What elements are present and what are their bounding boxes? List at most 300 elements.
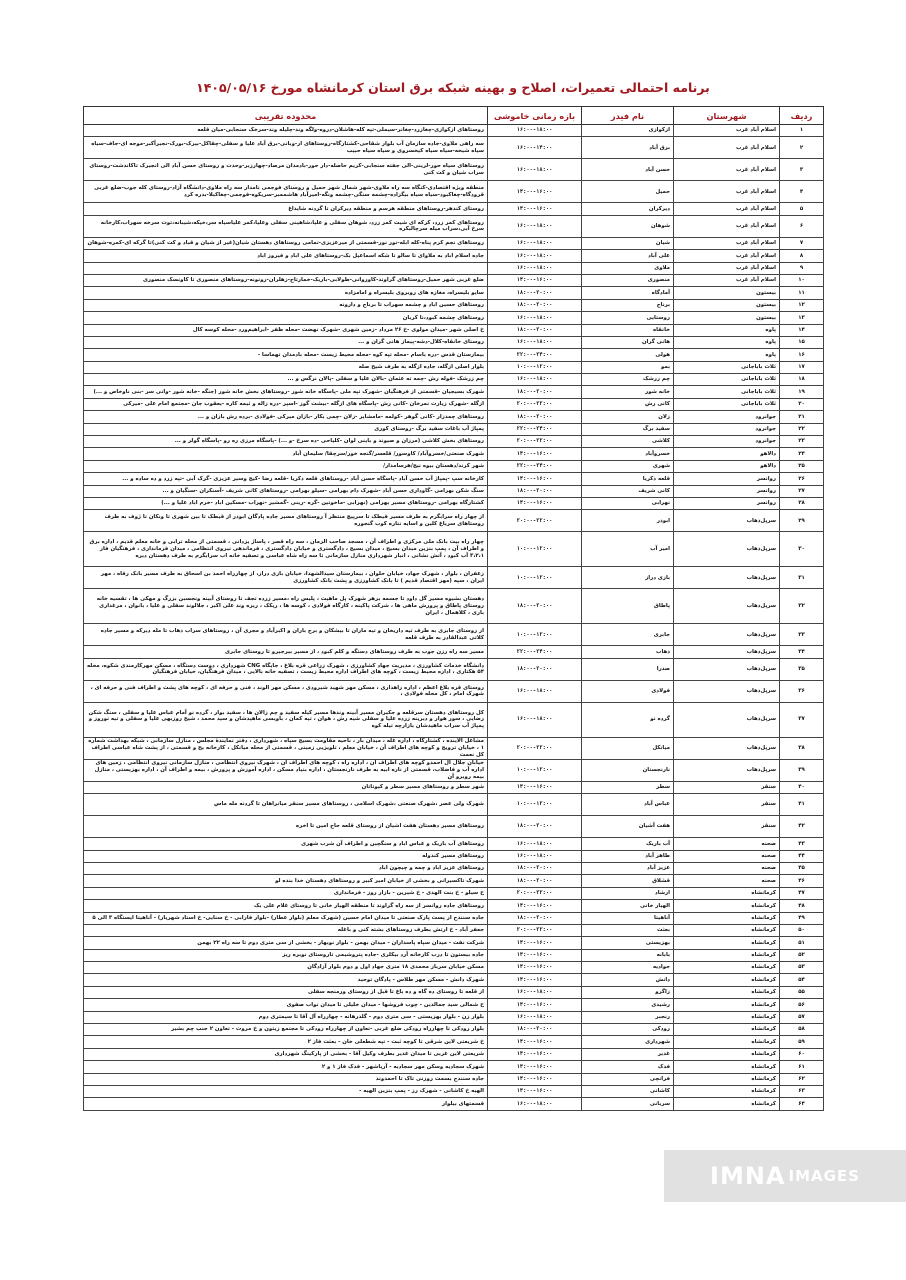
row-time-window: ۲۲:۰۰-۲۴:۰۰ <box>488 646 582 658</box>
table-row <box>84 411 824 423</box>
row-index: ۶ <box>780 215 824 237</box>
row-time-window: ۱۴:۰۰-۱۶:۰۰ <box>488 1061 582 1073</box>
table-row <box>84 237 824 249</box>
row-area: سایو بلیسراه، مغازه های روبروی بلیسراه و امامزاده <box>84 287 488 299</box>
row-area: شهرک دانش - مسکن مهر طلاس - پادگان توحید <box>84 974 488 986</box>
row-area: مسیر سه راه رزن جوب به طرف روستاهای دستگه و کلم کبود ، از مسیر بیرجیرو تا روستای جابری <box>84 646 488 658</box>
row-feeder: شهرداری <box>582 1036 674 1048</box>
row-time-window: ۱۸:۰۰-۲۰:۰۰ <box>488 411 582 423</box>
table-row <box>84 974 824 986</box>
table-row <box>84 937 824 949</box>
row-feeder: امیر آب <box>582 532 674 567</box>
row-time-window: ۱۴:۰۰-۱۶:۰۰ <box>488 1073 582 1085</box>
row-area: روستاهای آب باریک و عباس اباد و سنگچین و اطراف آن شرب شهری <box>84 838 488 850</box>
row-city: کرمانشاه <box>674 1085 780 1097</box>
table-row <box>84 999 824 1011</box>
row-city: ثلاث باباجانی <box>674 398 780 410</box>
row-time-window: ۱۶:۰۰-۱۸:۰۰ <box>488 215 582 237</box>
row-area: خ شمالی سید جمالدین - چوب فروشها - میدان خلیلی تا میدان نواب صفوی <box>84 999 488 1011</box>
row-city: صحنه <box>674 850 780 862</box>
table-row <box>84 510 824 532</box>
row-area: روستاهای مسیر کندوله <box>84 850 488 862</box>
row-index: ۲۳ <box>780 436 824 448</box>
row-city: اسلام آباد غرب <box>674 250 780 262</box>
row-area: جعفر آباد - خ ارتش بطرف روستاهای بشته کنی و باغله <box>84 924 488 936</box>
row-city: کرمانشاه <box>674 887 780 899</box>
row-area: ضلع غربی شهر حمیل-روستاهای گراوند-کاوروانی-طولابی-باریک-خمارتاج-زهلران-رونونه-روستاهای منصوری تا کاونسک منصوری <box>84 274 488 286</box>
row-feeder: سطر <box>582 781 674 793</box>
row-time-window: ۱۶:۰۰-۱۸:۰۰ <box>488 702 582 737</box>
row-index: ۱۳ <box>780 312 824 324</box>
table-row <box>84 1073 824 1085</box>
row-feeder: نهرابی <box>582 497 674 509</box>
row-time-window: ۱۶:۰۰-۱۸:۰۰ <box>488 312 582 324</box>
row-feeder: ابوذر <box>582 510 674 532</box>
row-index: ۱۲ <box>780 299 824 311</box>
table-row <box>84 1011 824 1023</box>
row-city: پاوه <box>674 336 780 348</box>
table-row <box>84 215 824 237</box>
row-time-window: ۱۴:۰۰-۱۶:۰۰ <box>488 274 582 286</box>
table-row <box>84 436 824 448</box>
row-index: ۳۸ <box>780 737 824 759</box>
row-area: خ شریعتی لاین شرقی تا کوچه ثبت - تپه شطعلی خان - بعثت فاز ۲ <box>84 1036 488 1048</box>
row-area: روستاهای ازکوازی-چغازرد-چغانر-سیملی-تپه کله-هاشلان-دروه-ولگه وند-چلیله وند-سرخک سنجابی-میان قلعه <box>84 125 488 137</box>
table-row <box>84 900 824 912</box>
row-time-window: ۱۶:۰۰-۱۸:۰۰ <box>488 1098 582 1110</box>
table-row <box>84 986 824 998</box>
row-city: ثلاث باباجانی <box>674 361 780 373</box>
table-row <box>84 1024 824 1036</box>
row-area: شهرک بسیجیان -قسمتی از فرهنگیان -شهرک تپه ملی -پاسگاه خانه شور -روستاهای بخش خانه شور (جنگه -خانه شور -وانی سر -بنی ناوخاص و ...) <box>84 386 488 398</box>
row-city: پاوه <box>674 349 780 361</box>
row-area: سنگ شکن بهرامی -گاوداری حسن آباد -شهرک دام بهرامی -سیلو بهرامی -روستاهای کانی شریف -آسنکران -سنگیان و ... <box>84 485 488 497</box>
row-index: ۴۶ <box>780 875 824 887</box>
row-city: سرپل‌ذهاب <box>674 646 780 658</box>
row-time-window: ۱۶:۰۰-۱۸:۰۰ <box>488 1011 582 1023</box>
row-city: سرپل‌ذهاب <box>674 759 780 781</box>
row-feeder: عزیز آباد <box>582 862 674 874</box>
row-time-window: ۱۴:۰۰-۱۶:۰۰ <box>488 181 582 203</box>
row-area: بلوار رودکی تا چهارراه رودکی ضلع غربی -تعاون از چهارراه رودکی تا مجتمع زیتون و خ مروت - تعاون ۲ جنب چم بشیر <box>84 1024 488 1036</box>
row-feeder: خسروآباد <box>582 448 674 460</box>
table-row <box>84 485 824 497</box>
row-area: جاده اسلام اباد به ملاوای تا سالو تا شکه اسماعیل بک-روستاهای علی اباد و فیروز اباد <box>84 250 488 262</box>
row-feeder: بعثت <box>582 924 674 936</box>
row-time-window: ۱۶:۰۰-۱۴:۰۰ <box>488 137 582 159</box>
header-city: شهرستان <box>674 107 780 125</box>
row-index: ۵۷ <box>780 1011 824 1023</box>
row-area: چم زرشک -فوله رش -چمه ته عثمان -بالان علیا و سفلی -پالان نرگس و ... <box>84 374 488 386</box>
row-time-window: ۱۴:۰۰-۱۶:۰۰ <box>488 448 582 460</box>
row-index: ۶۲ <box>780 1073 824 1085</box>
row-city: اسلام آباد غرب <box>674 262 780 274</box>
row-feeder: رودکی <box>582 1024 674 1036</box>
table-row <box>84 460 824 472</box>
row-index: ۴۳ <box>780 838 824 850</box>
row-city: کرمانشاه <box>674 962 780 974</box>
row-city: کرمانشاه <box>674 1048 780 1060</box>
row-feeder: بمو <box>582 361 674 373</box>
table-row <box>84 1061 824 1073</box>
row-area: روستاهای نجم کرم پناه-کله ابله-نور نور-قسمتی از میرعزیزی-تمامی روستاهای دهستان شیان(غیر از شیان و قباد و کت کنی)تا گرکه ای-کمره-شوهان <box>84 237 488 249</box>
row-area: بیمارستان قدس -دره باسام -محله تپه کوه -محله محیط زیست -محله بادمدان تهماسا - <box>84 349 488 361</box>
row-city: اسلام آباد غرب <box>674 237 780 249</box>
row-index: ۶۰ <box>780 1048 824 1060</box>
row-time-window: ۱۴:۰۰-۱۶:۰۰ <box>488 781 582 793</box>
row-feeder: صدرا <box>582 658 674 680</box>
table-row <box>84 737 824 759</box>
table-row <box>84 473 824 485</box>
row-index: ۵ <box>780 203 824 215</box>
row-time-window: ۱۰:۰۰-۱۲:۰۰ <box>488 794 582 816</box>
row-index: ۹ <box>780 262 824 274</box>
row-city: سرپل‌ذهاب <box>674 658 780 680</box>
row-index: ۱۵ <box>780 336 824 348</box>
row-area: روستاهای بخش کلاشی (مرزان و صیوند و باینی لوان -کلیاحی -ده سرخ -و ...) -پاسگاه مرزی ره رو -پاسگاه گولر و ... <box>84 436 488 448</box>
row-area: جاده سنندج از پست پارک صنعتی تا میدان امام حسین (شهرک معلم (بلوار عطار) -بلوار فارابی - خ سنایی- خ استاد شهریار) - آناهیتا ایستگاه ۳ الی ۵ <box>84 912 488 924</box>
row-time-window: ۱۶:۰۰-۱۸:۰۰ <box>488 850 582 862</box>
row-feeder: چم زرشک <box>582 374 674 386</box>
table-row <box>84 250 824 262</box>
row-area: جاده سنندج بسمت روزنی تاک تا احمدوند <box>84 1073 488 1085</box>
row-feeder: خانه شور <box>582 386 674 398</box>
table-row <box>84 203 824 215</box>
row-area: دهستان بشیوه مسیر گل داود تا جسمه برهر شهرک پل ماهیت ، پلیس راه ،مسیر زرده تجف تا روستای آبینه ونجسبن بزرگ و مهکی ها ، تقسیه خانه روستای پاطاق و پرورش ماهی ها ، شرکت پاکینه ، کارگاه فولادی ، کوسه ها ، ریکک ، ریزه وند علی اکبر ، جلالوند سفلی و علیا ، بانوان ، مرغداری باری ، کلاهمال ، ایران <box>84 589 488 624</box>
header-area: محدوده تقریبی <box>84 107 488 125</box>
row-time-window: ۱۴:۰۰-۱۶:۰۰ <box>488 937 582 949</box>
row-feeder: کانی شریف <box>582 485 674 497</box>
row-time-window: ۱۴:۰۰-۱۶:۰۰ <box>488 203 582 215</box>
row-time-window: ۱۸:۰۰-۲۰:۰۰ <box>488 485 582 497</box>
row-area: روستاهای حسین اباد و چشمه سهراب تا برناج و دارونه <box>84 299 488 311</box>
row-area: چهار راه بیت بانک ملی مرکزی و اطراف آن ، مسجد صاحب الزمان ، سه راه قصر ، پاساژ یزدانی ، قسمتی از محله ترابی و خانه معلم قدیم ، اداره برق و اطراف آن ، پمپ بنزین میدان بسیج ، میدان بسیج ، دادگستری و خیابان دادگستری ، فرماندهی نیروی انتظامی ، میدان فرمانداری ، فرهنگیان فاز ۳،۲،۱ آب کبود ، آتش نشانی ، انبار شهرداری منازل سازمانی تا سه راه شاه عباسی و تصفیه خانه اب سرابگرم به طرف دهستان دیره <box>84 532 488 567</box>
table-row <box>84 794 824 816</box>
row-time-window: ۲۰:۰۰-۲۲:۰۰ <box>488 887 582 899</box>
row-index: ۳۰ <box>780 532 824 567</box>
table-row <box>84 680 824 702</box>
row-index: ۸ <box>780 250 824 262</box>
row-index: ۵۲ <box>780 949 824 961</box>
row-feeder: جوادیه <box>582 962 674 974</box>
table-row <box>84 646 824 658</box>
row-area: خ سیلو - خ بنت الهدی - خ شیرین - بازار روز - فرمانداری <box>84 887 488 899</box>
table-row <box>84 838 824 850</box>
table-row <box>84 274 824 286</box>
row-feeder: آمادگاه <box>582 287 674 299</box>
row-city: کرمانشاه <box>674 986 780 998</box>
row-city: سرپل‌ذهاب <box>674 680 780 702</box>
table-row <box>84 912 824 924</box>
row-city: دالاهو <box>674 460 780 472</box>
row-city: پاوه <box>674 324 780 336</box>
table-row <box>84 702 824 737</box>
row-feeder: شیان <box>582 237 674 249</box>
table-row <box>84 850 824 862</box>
row-city: روانسر <box>674 485 780 497</box>
row-city: اسلام آباد غرب <box>674 215 780 237</box>
row-area: روستای کندهر-روستاهای منطقه هرسم و منطقه دیرکران تا گردنه شایداغ <box>84 203 488 215</box>
row-time-window: ۲۲:۰۰-۲۴:۰۰ <box>488 460 582 472</box>
row-city: کرمانشاه <box>674 1011 780 1023</box>
row-index: ۲۰ <box>780 398 824 410</box>
row-city: ثلاث باباجانی <box>674 374 780 386</box>
table-row <box>84 448 824 460</box>
row-index: ۲ <box>780 137 824 159</box>
row-index: ۵۹ <box>780 1036 824 1048</box>
row-city: سرپل‌ذهاب <box>674 737 780 759</box>
table-row <box>84 532 824 567</box>
table-row <box>84 181 824 203</box>
row-feeder: ازکوازی <box>582 125 674 137</box>
row-time-window: ۱۸:۰۰-۲۰:۰۰ <box>488 1024 582 1036</box>
row-feeder: خانقاه <box>582 324 674 336</box>
row-area: شهرک صنعتی/خسروآباد/ کاوسور/ قلعسر/گنجه خور/سرچقا/ سلیمان آباد <box>84 448 488 460</box>
row-feeder: بهزیستی <box>582 937 674 949</box>
row-feeder: کلاشی <box>582 436 674 448</box>
table-row <box>84 324 824 336</box>
row-index: ۵۴ <box>780 974 824 986</box>
table-row <box>84 336 824 348</box>
table-row <box>84 386 824 398</box>
row-area: قسمتهای بیلوار <box>84 1098 488 1110</box>
row-feeder: دانش <box>582 974 674 986</box>
row-city: بیستون <box>674 312 780 324</box>
table-row <box>84 299 824 311</box>
table-row <box>84 875 824 887</box>
row-city: کرمانشاه <box>674 924 780 936</box>
row-time-window: ۱۴:۰۰-۱۶:۰۰ <box>488 974 582 986</box>
row-feeder: رشیدی <box>582 999 674 1011</box>
row-city: روانسر <box>674 473 780 485</box>
row-index: ۳۱ <box>780 567 824 589</box>
row-time-window: ۱۰:۰۰-۱۲:۰۰ <box>488 567 582 589</box>
row-area: کارخانه سپ -پمپاژ آب حسن آباد -پاسگاه حسن آباد -روستاهای قلعه ذکریا -قلعه رضا -کیج وسیر عزیزی -گرک آبی -تپه زرد و ده ساده و ... <box>84 473 488 485</box>
row-time-window: ۱۸:۰۰-۲۰:۰۰ <box>488 658 582 680</box>
row-index: ۳۷ <box>780 702 824 737</box>
row-time-window: ۱۶:۰۰-۱۸:۰۰ <box>488 250 582 262</box>
row-feeder: ارشاد <box>582 887 674 899</box>
header-idx: ردیف <box>780 107 824 125</box>
row-index: ۴۹ <box>780 912 824 924</box>
row-index: ۶۳ <box>780 1085 824 1097</box>
row-city: سرپل‌ذهاب <box>674 624 780 646</box>
row-time-window: ۱۸:۰۰-۲۰:۰۰ <box>488 287 582 299</box>
row-city: کرمانشاه <box>674 1098 780 1110</box>
table-row <box>84 361 824 373</box>
row-time-window: ۱۰:۰۰-۱۲:۰۰ <box>488 624 582 646</box>
table-row <box>84 781 824 793</box>
row-feeder: غدیر <box>582 1048 674 1060</box>
row-index: ۴۲ <box>780 816 824 838</box>
row-time-window: ۱۸:۰۰-۲۰:۰۰ <box>488 299 582 311</box>
row-feeder: سربانی <box>582 1098 674 1110</box>
row-area: روستاهای مسیر دهستان هفت اشیان از روستای قلعه حاج امین تا اخره <box>84 816 488 838</box>
watermark-logo: IMNA <box>710 1162 786 1190</box>
row-city: صحنه <box>674 862 780 874</box>
row-area: شهرک ولی عصر ،شهرک صنعتی ،شهرک اسلامی ، روستاهای مسیر سنقر میانراهان تا گردنه مله ماس <box>84 794 488 816</box>
row-feeder: هفت آشیان <box>582 816 674 838</box>
row-time-window: ۱۸:۰۰-۲۰:۰۰ <box>488 324 582 336</box>
row-time-window: ۱۴:۰۰-۱۶:۰۰ <box>488 949 582 961</box>
table-row <box>84 949 824 961</box>
row-city: روانسر <box>674 497 780 509</box>
row-feeder: دیرکران <box>582 203 674 215</box>
row-city: سنقر <box>674 781 780 793</box>
row-feeder: منصوری <box>582 274 674 286</box>
row-feeder: کاشانی <box>582 1085 674 1097</box>
row-area: روستای خانقاه-کلال-دشه-پیماز هانی گران و ... <box>84 336 488 348</box>
row-area: شریعتی لاین غربی تا میدان غدیر بطرف وکیل آقا - بخشی از پارکینگ شهرداری <box>84 1048 488 1060</box>
row-area: دانشگاه خدمات کشاورزی ، مدیریت جهاد کشاورزی ، شهرک زراعی قره بلاغ ، جایگاه CNG شهرداری ، دوست دستگاه ، مسکن مهرکارمندی شکوه، محله ۵۴ هکتاری ، اداره محیط زیست ، کوچه های اطراف اداره محیط زیست ، تصفیه خانه بالایی ، میدان فرهنگیان، خیابان فرهنگیان <box>84 658 488 680</box>
row-area: روستاهای جاده روانسر از سه راه گراوند تا منطقه الهیار خانی تا روستای غلام علی بک <box>84 900 488 912</box>
row-index: ۱۶ <box>780 349 824 361</box>
row-index: ۵۳ <box>780 962 824 974</box>
table-row <box>84 887 824 899</box>
row-time-window: ۱۴:۰۰-۱۶:۰۰ <box>488 473 582 485</box>
row-time-window: ۲۲:۰۰-۲۴:۰۰ <box>488 349 582 361</box>
row-area: مسکن خیابان سرباز محمدی ۱۸ متری جهاد اول و دوم بلوار آزادگان <box>84 962 488 974</box>
row-index: ۲۸ <box>780 497 824 509</box>
row-feeder: فدک <box>582 1061 674 1073</box>
row-index: ۵۶ <box>780 999 824 1011</box>
row-city: ثلاث باباجانی <box>674 386 780 398</box>
row-index: ۳ <box>780 159 824 181</box>
row-area: روستاهای چشمه کبود،نا کربان <box>84 312 488 324</box>
row-city: سرپل‌ذهاب <box>674 567 780 589</box>
row-feeder: رنجبر <box>582 1011 674 1023</box>
table-row <box>84 1085 824 1097</box>
row-area: شهر سطر و روستاهای مسیر سطر و کیوتاتان <box>84 781 488 793</box>
row-time-window: ۱۶:۰۰-۱۸:۰۰ <box>488 125 582 137</box>
row-time-window: ۲۰:۰۰-۲۲:۰۰ <box>488 510 582 532</box>
table-row <box>84 924 824 936</box>
row-feeder: طاهر آباد <box>582 850 674 862</box>
row-feeder: آب باریک <box>582 838 674 850</box>
watermark-sub: IMAGES <box>788 1167 860 1185</box>
row-index: ۲۱ <box>780 411 824 423</box>
row-index: ۱۹ <box>780 386 824 398</box>
row-index: ۱۷ <box>780 361 824 373</box>
row-index: ۴۵ <box>780 862 824 874</box>
row-city: بیستون <box>674 287 780 299</box>
row-area <box>84 262 488 274</box>
row-time-window: ۱۶:۰۰-۱۸:۰۰ <box>488 838 582 850</box>
row-area: شهرک تاکسیرانی و بخشی از خیابان امیر کبیر و روستاهای دهستان خدا بنده لو <box>84 875 488 887</box>
table-row <box>84 759 824 781</box>
row-feeder: فرانچی <box>582 1073 674 1085</box>
row-time-window: ۱۴:۰۰-۱۶:۰۰ <box>488 1048 582 1060</box>
row-area: روستاهای سیاه حور-لرینی-الی جفته سنجابی-کریم حاصله-دار حور-بادمدان مرصاد-چهارزبر-وحدت و روستای حسن آباد الی انجیرک تاکاندشت-روستای سراب شیان و کت کنی <box>84 159 488 181</box>
row-index: ۲۹ <box>780 510 824 532</box>
table-row <box>84 1036 824 1048</box>
row-city: سرپل‌ذهاب <box>674 532 780 567</box>
row-feeder: شوهان <box>582 215 674 237</box>
row-city: کرمانشاه <box>674 900 780 912</box>
table-row <box>84 262 824 274</box>
row-feeder: زاگرو <box>582 986 674 998</box>
table-row <box>84 125 824 137</box>
row-time-window: ۱۸:۰۰-۲۰:۰۰ <box>488 875 582 887</box>
row-time-window: ۱۸:۰۰-۲۰:۰۰ <box>488 589 582 624</box>
row-area: جاده بیستون تا درب کارخانه آرد بیکلری -جاده پتروشیمی تاروستای نوبره ریز <box>84 949 488 961</box>
row-area: الهیه خ کاشانی - شهرک رز - پمپ بنزین الهیه - <box>84 1085 488 1097</box>
row-feeder: گرده نو <box>582 702 674 737</box>
row-area: زعفران ، بلوار ، شهرک جهاد، خیابان حلوان ، بیمارستان سیدالشهدا، خیابان بازی دراز، از چهارراه احمد بن اسحاق به طرف مسیر بانک رفاه ، مهر ایران ، سپه (مهر اقتصاد قدیم ) تا بانک کشاورزی و پشت بانک کشاورزی <box>84 567 488 589</box>
table-row <box>84 137 824 159</box>
row-area: شرکت نفت - میدان سپاه پاسداران - میدان بهمن - بلوار نوبهار - بخشی از سی متری دوم تا سه راه ۲۲ بهمن <box>84 937 488 949</box>
table-row <box>84 287 824 299</box>
row-city: اسلام آباد غرب <box>674 137 780 159</box>
row-index: ۳۲ <box>780 589 824 624</box>
row-feeder: ملاوی <box>582 262 674 274</box>
row-index: ۱۸ <box>780 374 824 386</box>
row-time-window: ۱۸:۰۰-۲۰:۰۰ <box>488 912 582 924</box>
row-index: ۳۳ <box>780 624 824 646</box>
row-city: سرپل‌ذهاب <box>674 702 780 737</box>
row-index: ۴۱ <box>780 794 824 816</box>
row-feeder: پاطاق <box>582 589 674 624</box>
table-row <box>84 497 824 509</box>
table-row <box>84 624 824 646</box>
row-feeder: قشلاق <box>582 875 674 887</box>
row-time-window: ۱۰:۰۰-۱۲:۰۰ <box>488 759 582 781</box>
row-index: ۱ <box>780 125 824 137</box>
row-city: اسلام آباد غرب <box>674 274 780 286</box>
row-index: ۲۷ <box>780 485 824 497</box>
row-feeder: نارنجستان <box>582 759 674 781</box>
row-feeder: ذهاب <box>582 646 674 658</box>
row-index: ۲۴ <box>780 448 824 460</box>
row-time-window: ۲۲:۰۰-۲۴:۰۰ <box>488 423 582 435</box>
row-time-window: ۱۶:۰۰-۱۸:۰۰ <box>488 336 582 348</box>
row-area: بلوار زن - بلوار بهزیستی - سی متری دوم - گلدرهانه - چهارراه آل آقا تا سیمتری دوم <box>84 1011 488 1023</box>
row-time-window: ۱۴:۰۰-۱۶:۰۰ <box>488 497 582 509</box>
table-body <box>84 125 824 1111</box>
row-feeder: حمیل <box>582 181 674 203</box>
row-area: روستاهای عزیز اباد و چمه و چیچون اباد <box>84 862 488 874</box>
outage-schedule-table <box>83 106 824 1111</box>
row-time-window: ۱۴:۰۰-۱۶:۰۰ <box>488 962 582 974</box>
row-feeder: زلان <box>582 411 674 423</box>
row-area: روستای قره بلاغ اعظم ، اداره راهداری ، مسکن مهر شهید شیرودی ، مسکن مهر الوند ، فنی و حرفه ای ، کوچه های پشت و اطراف فنی و حرفه ای ، شهرک امام ، کل محله فولادی ، <box>84 680 488 702</box>
row-feeder: هانی گران <box>582 336 674 348</box>
row-area: خ اصلی شهر -میدان مولوی -خ ۲۶ مرداد -زمین شهری -شهرک نهضت -محله ظفر -ابراهیم‌ورد -محله کوسه کال <box>84 324 488 336</box>
row-city: سرپل‌ذهاب <box>674 589 780 624</box>
row-city: سنقر <box>674 816 780 838</box>
row-time-window: ۱۴:۰۰-۱۶:۰۰ <box>488 1036 582 1048</box>
row-time-window: ۱۸:۰۰-۲۰:۰۰ <box>488 862 582 874</box>
row-index: ۴ <box>780 181 824 203</box>
table-row <box>84 423 824 435</box>
row-feeder: سفید برگ <box>582 423 674 435</box>
row-area: سه راهی ملاوی-جاده سازمان آب بلوار شقاحی-کشتارگاه-روستاهای ار-وبانی-برق آباد علیا و سفلی-چقاکل-بیرک-بورک-نجیرآکبر-موجه ای-جاف-سیاه سیاه شیخه-سیاه سیاه کیخسروی و سیاه سیاه حبیب <box>84 137 488 159</box>
table-row <box>84 862 824 874</box>
table-row <box>84 567 824 589</box>
row-city: سرپل‌ذهاب <box>674 510 780 532</box>
row-index: ۳۵ <box>780 658 824 680</box>
table-row <box>84 349 824 361</box>
row-city: بیستون <box>674 299 780 311</box>
row-feeder: قلعه ذکریا <box>582 473 674 485</box>
row-city: کرمانشاه <box>674 999 780 1011</box>
row-city: صحنه <box>674 875 780 887</box>
row-time-window: ۱۶:۰۰-۱۸:۰۰ <box>488 680 582 702</box>
row-index: ۷ <box>780 237 824 249</box>
row-time-window: ۱۴:۰۰-۱۶:۰۰ <box>488 999 582 1011</box>
row-city: کرمانشاه <box>674 949 780 961</box>
table-row <box>84 374 824 386</box>
